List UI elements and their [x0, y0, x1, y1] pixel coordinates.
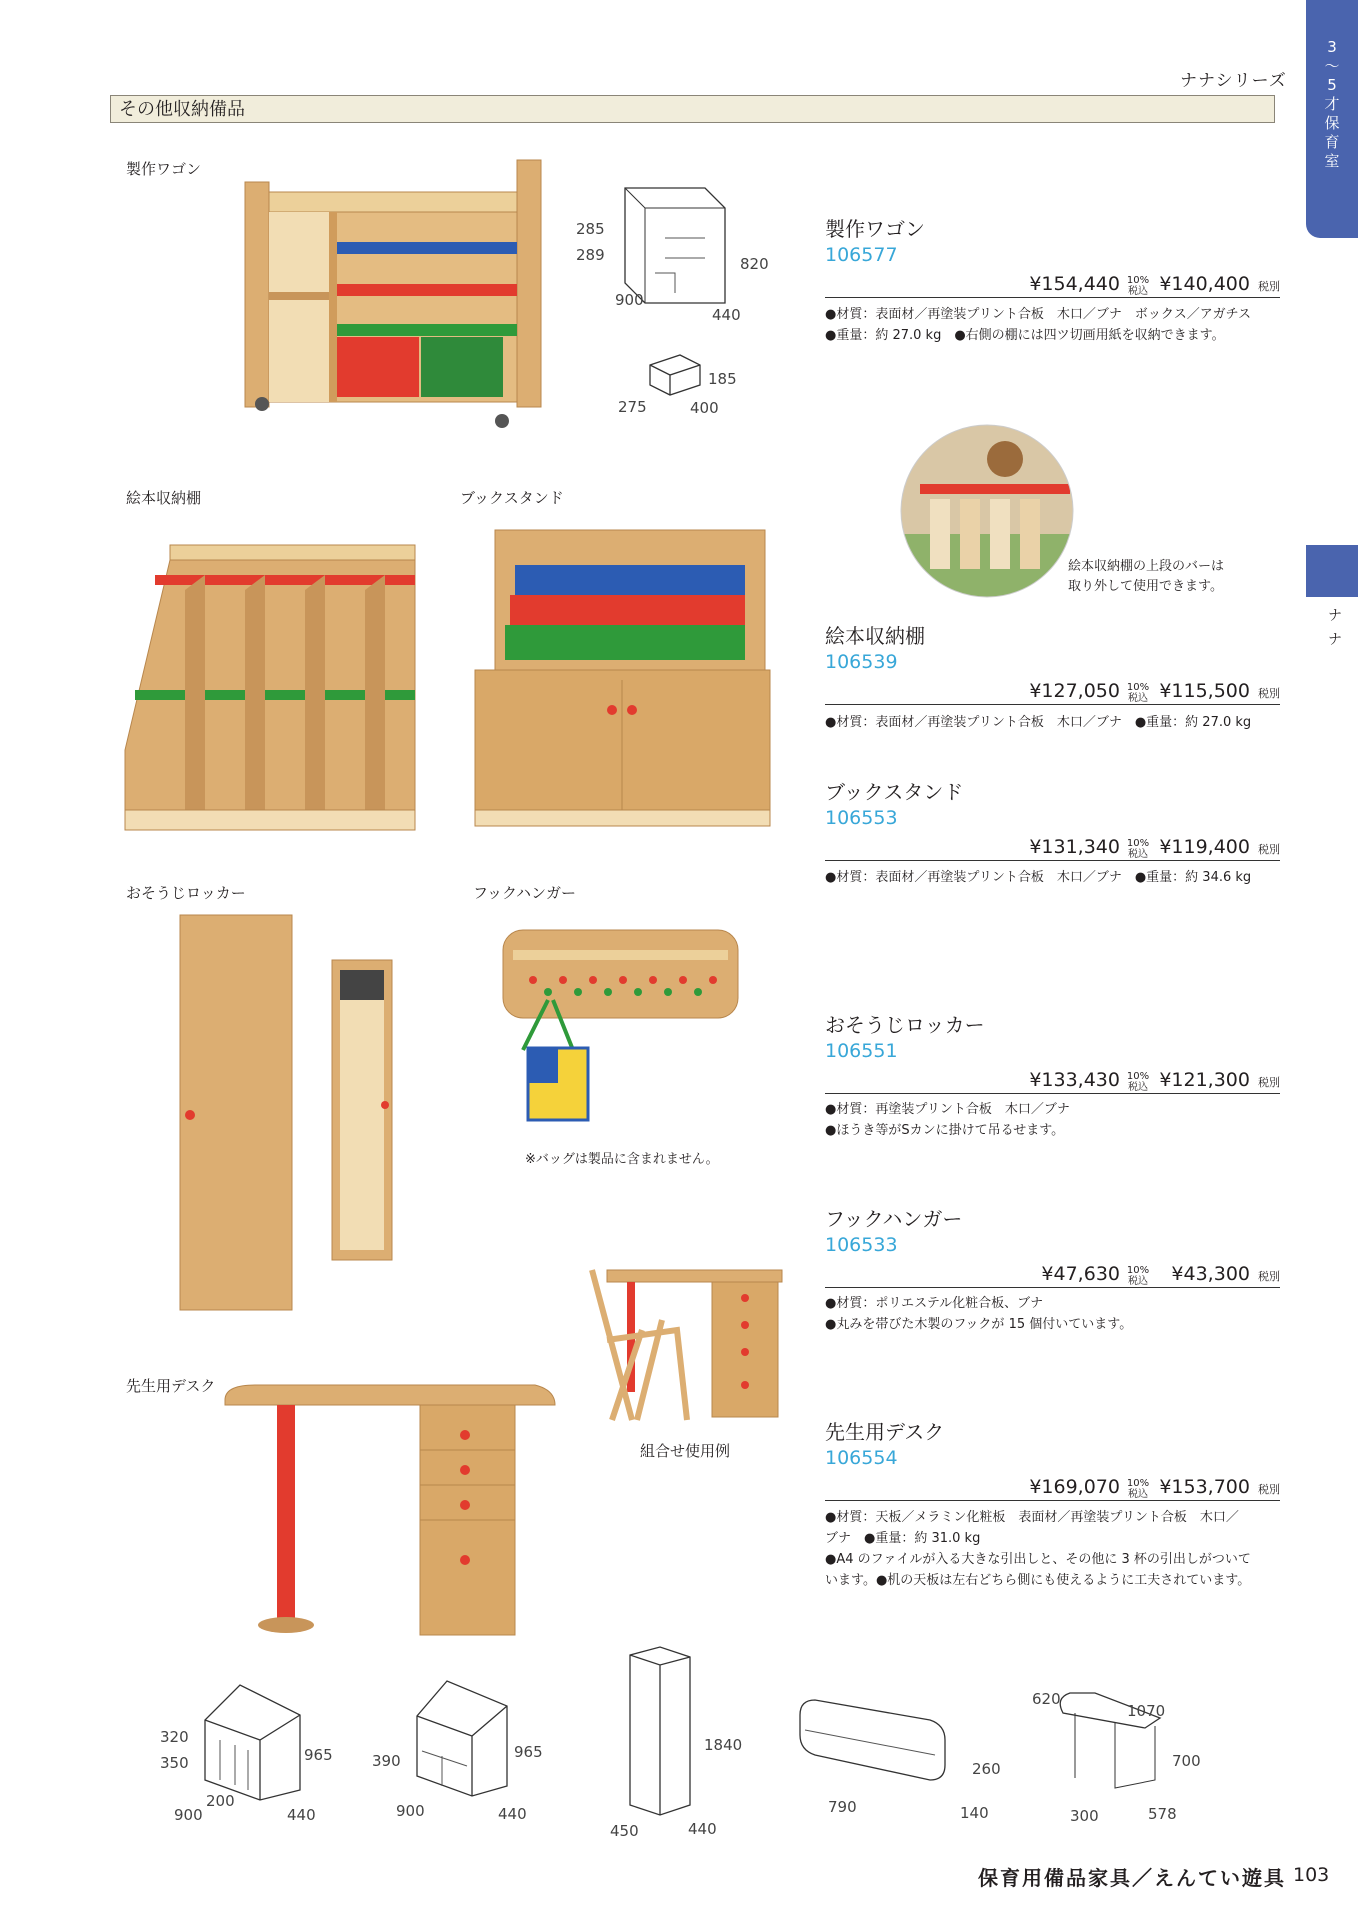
tax-excl-label: 税別 — [1258, 1076, 1280, 1089]
product-specs — [825, 712, 1285, 733]
dim-stand-900: 900 — [396, 1802, 425, 1820]
spec-line: ●材質：表面材／再塗装プリント合板 木口／ブナ ●重量：約 27.0 kg — [825, 715, 1252, 730]
hook-hanger-photo — [503, 930, 743, 1130]
spec-line: ●材質：表面材／再塗装プリント合板 木口／ブナ ●重量：約 34.6 kg — [825, 870, 1252, 885]
side-tab-marker — [1306, 545, 1358, 597]
product-specs — [825, 867, 1285, 888]
dim-stand-440: 440 — [498, 1805, 527, 1823]
product-specs — [825, 304, 1285, 346]
price-excl: ¥115,500 — [1159, 680, 1250, 702]
page-number: 103 — [1293, 1864, 1330, 1886]
price-row — [825, 674, 1280, 705]
product-name: 製作ワゴン — [825, 217, 925, 241]
dim-desk-578: 578 — [1148, 1805, 1177, 1823]
locker-photo — [180, 915, 415, 1315]
image-label-picture-shelf: 絵本収納棚 — [126, 489, 202, 507]
spec-line: ●材質：表面材／再塗装プリント合板 木口／ブナ ボックス／アガチス — [825, 307, 1252, 322]
spec-line: ●材質：天板／メラミン化粧板 表面材／再塗装プリント合板 木口／ — [825, 1510, 1239, 1525]
product-name: フックハンガー — [825, 1207, 963, 1231]
dim-wagon-900: 900 — [615, 291, 644, 309]
dim-shelf-440: 440 — [287, 1806, 316, 1824]
footer-category: 保育用備品家具／えんてい遊具 — [978, 1866, 1286, 1890]
image-label-locker: おそうじロッカー — [126, 884, 246, 902]
tax-excl-label: 税別 — [1258, 280, 1280, 293]
product-name: ブックスタンド — [825, 780, 964, 804]
price-row — [825, 1063, 1280, 1094]
dim-wagon-820: 820 — [740, 255, 769, 273]
product-name: 先生用デスク — [825, 1420, 945, 1444]
dim-shelf-320: 320 — [160, 1728, 189, 1746]
dim-wagon-289: 289 — [576, 246, 605, 264]
side-tab-char: 育 — [1324, 133, 1340, 151]
price-incl: ¥47,630 — [1041, 1263, 1120, 1285]
note-shelf-bar-2: 取り外して使用できます。 — [1068, 579, 1223, 594]
side-sub-char: ナ — [1328, 632, 1342, 648]
dim-box-185: 185 — [708, 370, 737, 388]
price-incl: ¥131,340 — [1029, 836, 1120, 858]
price-row — [825, 1257, 1280, 1288]
tax-incl-label: 10% 税込 — [1126, 275, 1150, 297]
dim-box-400: 400 — [690, 399, 719, 417]
product-name: おそうじロッカー — [825, 1013, 985, 1037]
tax-excl-label: 税別 — [1258, 843, 1280, 856]
dim-wagon-285: 285 — [576, 220, 605, 238]
spec-line: ●材質：再塗装プリント合板 木口／ブナ — [825, 1102, 1070, 1117]
dim-shelf-350: 350 — [160, 1754, 189, 1772]
dim-stand-390: 390 — [372, 1752, 401, 1770]
product-specs — [825, 1293, 1285, 1335]
dim-locker-450: 450 — [610, 1822, 639, 1840]
wagon-photo — [245, 152, 545, 427]
side-tab-char: 保 — [1324, 114, 1340, 132]
image-label-hook-hanger: フックハンガー — [473, 884, 577, 902]
spec-line: ブナ ●重量：約 31.0 kg — [825, 1531, 981, 1546]
locker-diagram — [625, 1645, 695, 1820]
price-excl: ¥121,300 — [1159, 1069, 1250, 1091]
dim-desk-300: 300 — [1070, 1807, 1099, 1825]
wagon-box-diagram — [645, 350, 705, 400]
dim-desk-700: 700 — [1172, 1752, 1201, 1770]
side-tab-char: 〜 — [1324, 57, 1340, 75]
spec-line: ●A4 のファイルが入る大きな引出しと、その他に 3 杯の引出しがついて — [825, 1552, 1251, 1567]
product-code: 106554 — [825, 1447, 898, 1469]
tax-excl-label: 税別 — [1258, 1483, 1280, 1496]
dim-wagon-440: 440 — [712, 306, 741, 324]
price-excl: ¥140,400 — [1159, 273, 1250, 295]
spec-line: ●ほうき等がSカンに掛けて吊るせます。 — [825, 1123, 1065, 1138]
dim-locker-1840: 1840 — [704, 1736, 743, 1754]
section-title: その他収納備品 — [110, 95, 1275, 123]
product-code: 106553 — [825, 807, 898, 829]
dim-shelf-200: 200 — [206, 1792, 235, 1810]
desk-photo — [225, 1385, 560, 1640]
dim-locker-440: 440 — [688, 1820, 717, 1838]
price-excl: ¥43,300 — [1171, 1263, 1250, 1285]
product-specs — [825, 1099, 1285, 1141]
dim-hanger-140: 140 — [960, 1804, 989, 1822]
spec-line: ●材質：ポリエステル化粧合板、ブナ — [825, 1296, 1044, 1311]
spec-line: ●重量：約 27.0 kg ●右側の棚には四ツ切画用紙を収納できます。 — [825, 328, 1225, 343]
picture-shelf-photo — [125, 530, 415, 835]
book-stand-photo — [475, 530, 770, 830]
image-label-combo: 組合せ使用例 — [640, 1442, 731, 1460]
tax-incl-label: 10% 税込 — [1126, 1265, 1150, 1287]
tax-incl-label: 10% 税込 — [1126, 682, 1150, 704]
product-code: 106551 — [825, 1040, 898, 1062]
note-shelf-bar-1: 絵本収納棚の上段のバーは — [1068, 559, 1225, 574]
product-code: 106539 — [825, 651, 898, 673]
dim-desk-620: 620 — [1032, 1690, 1061, 1708]
side-tab-age — [1306, 0, 1358, 238]
price-row — [825, 267, 1280, 298]
shelf-detail-photo — [900, 424, 1075, 599]
price-row — [825, 830, 1280, 861]
book-stand-diagram — [412, 1676, 512, 1801]
series-name: ナナシリーズ — [1180, 71, 1287, 91]
side-sub-char: ナ — [1328, 608, 1342, 624]
side-tab-char: 5 — [1327, 76, 1337, 94]
side-tab-char: 才 — [1324, 95, 1340, 113]
dim-shelf-900: 900 — [174, 1806, 203, 1824]
price-row — [825, 1470, 1280, 1501]
product-name: 絵本収納棚 — [825, 624, 925, 648]
price-excl: ¥119,400 — [1159, 836, 1250, 858]
spec-line: ●丸みを帯びた木製のフックが 15 個付いています。 — [825, 1317, 1133, 1332]
price-incl: ¥133,430 — [1029, 1069, 1120, 1091]
product-code: 106577 — [825, 244, 898, 266]
dim-desk-1070: 1070 — [1127, 1702, 1166, 1720]
dim-stand-965: 965 — [514, 1743, 543, 1761]
side-tab-char: 3 — [1327, 38, 1337, 56]
tax-incl-label: 10% 税込 — [1126, 838, 1150, 860]
price-excl: ¥153,700 — [1159, 1476, 1250, 1498]
price-incl: ¥127,050 — [1029, 680, 1120, 702]
side-tab-char: 室 — [1324, 152, 1340, 170]
tax-excl-label: 税別 — [1258, 1270, 1280, 1283]
hook-hanger-diagram — [795, 1695, 950, 1785]
tax-excl-label: 税別 — [1258, 687, 1280, 700]
spec-line: います。●机の天板は左右どちら側にも使えるように工夫されています。 — [825, 1573, 1251, 1588]
picture-shelf-diagram — [200, 1680, 305, 1805]
note-bag: ※バッグは製品に含まれません。 — [525, 1152, 719, 1167]
image-label-book-stand: ブックスタンド — [460, 489, 564, 507]
combo-example-photo — [592, 1270, 787, 1435]
product-code: 106533 — [825, 1234, 898, 1256]
image-label-wagon: 製作ワゴン — [126, 160, 202, 178]
dim-shelf-965: 965 — [304, 1746, 333, 1764]
dim-hanger-790: 790 — [828, 1798, 857, 1816]
dim-box-275: 275 — [618, 398, 647, 416]
tax-incl-label: 10% 税込 — [1126, 1071, 1150, 1093]
dim-hanger-260: 260 — [972, 1760, 1001, 1778]
price-incl: ¥154,440 — [1029, 273, 1120, 295]
product-specs — [825, 1507, 1285, 1591]
tax-incl-label: 10% 税込 — [1126, 1478, 1150, 1500]
image-label-desk: 先生用デスク — [126, 1377, 216, 1395]
price-incl: ¥169,070 — [1029, 1476, 1120, 1498]
